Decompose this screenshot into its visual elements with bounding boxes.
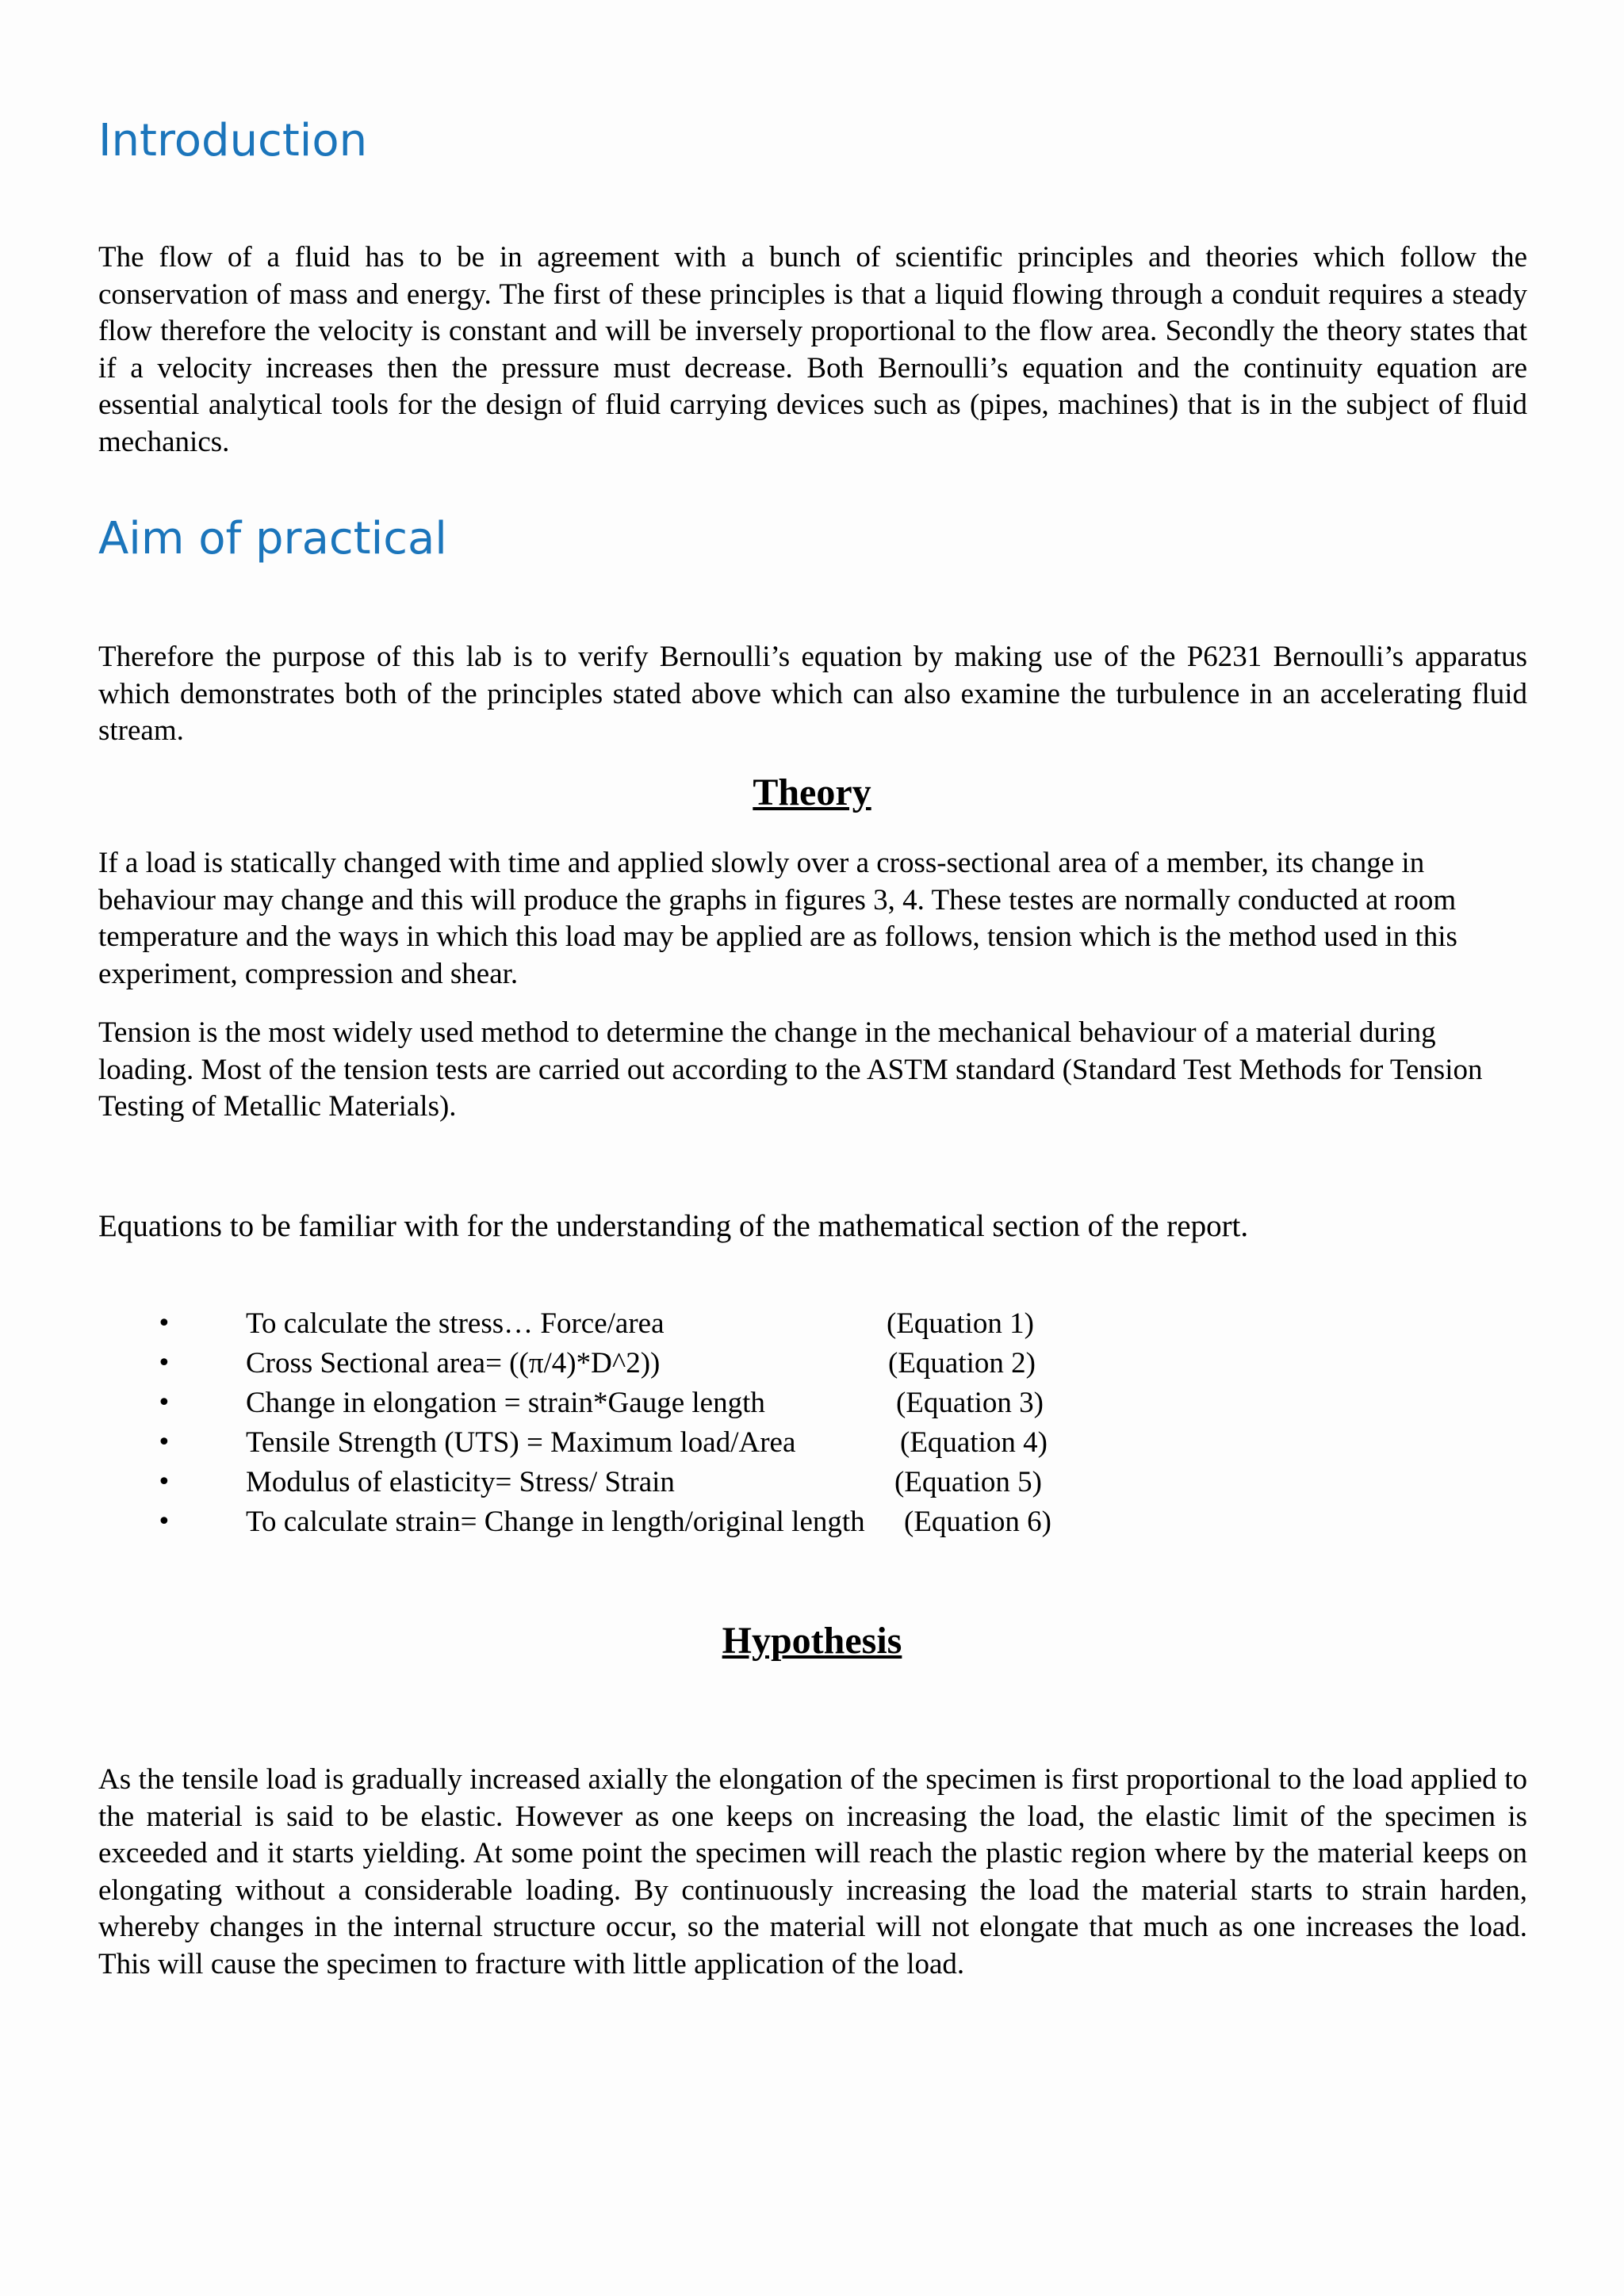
hypothesis-text: As the tensile load is gradually increased axially the elongation of the specimen is first proportional to the load applied to the material is said to be elastic. However as one keeps on increasing the load, the elastic limit of the specimen is exceeded and it starts yielding. At some point the specimen will reach the plastic region where by the material keeps on elongating without a considerable loading. By continuously increasing the load the material starts to strain harden, whereby changes in the internal structure occur, so the material will not elongate that much as one increases the load. This will cause the specimen to fracture with little application of the load. (98, 1763, 1527, 1980)
equation-ref: (Equation 2) (888, 1347, 1036, 1380)
introduction-heading: Introduction (98, 115, 368, 166)
theory-paragraph-2: Tension is the most widely used method to determine the change in the mechanical behaviour of a material during loading. Most of the tension tests are carried out according to the ASTM standard (Standard Test Methods for Tension Testing of Metallic Materials). (98, 1016, 1483, 1123)
aim-text: Therefore the purpose of this lab is to verify Bernoulli’s equation by making use of the P6231 Bernoulli’s apparatus which demonstrates both of the principles stated above which can also examine the turbulence in an accelerating fluid stream. (98, 641, 1527, 747)
equation-text: Modulus of elasticity= Stress/ Strain (246, 1466, 675, 1498)
equation-text: Cross Sectional area= ((π/4)*D^2)) (246, 1347, 661, 1380)
equation-text: Change in elongation = strain*Gauge length (246, 1387, 765, 1419)
equation-ref: (Equation 4) (900, 1426, 1048, 1459)
theory-heading: Theory (753, 771, 871, 813)
equation-ref: (Equation 5) (894, 1466, 1042, 1498)
hypothesis-heading: Hypothesis (722, 1620, 902, 1662)
equations-intro: Equations to be familiar with for the understanding of the mathematical section of the report. (98, 1209, 1249, 1243)
theory-paragraph-1: If a load is statically changed with time and applied slowly over a cross-sectional area of a member, its change in behaviour may change and this will produce the graphs in figures 3, 4. These testes are normally conducted at room temperature and the ways in which this load may be applied are as follows, tension which is the method used in this experiment, compression and shear. (98, 847, 1457, 990)
introduction-text: The flow of a fluid has to be in agreement with a bunch of scientific principles and theories which follow the conservation of mass and energy. The first of these principles is that a liquid flowing through a conduit requires a steady flow therefore the velocity is constant and will be inversely proportional to the flow area. Secondly the theory states that if a velocity increases then the pressure must decrease. Both Bernoulli’s equation and the continuity equation are essential analytical tools for the design of fluid carrying devices such as (pipes, machines) that is in the subject of fluid mechanics. (98, 241, 1527, 458)
equation-text: To calculate strain= Change in length/original length (246, 1506, 865, 1538)
equation-ref: (Equation 3) (896, 1387, 1044, 1419)
equation-ref: (Equation 6) (904, 1506, 1051, 1538)
aim-heading: Aim of practical (98, 513, 447, 564)
equation-ref: (Equation 1) (887, 1307, 1034, 1340)
equation-text: Tensile Strength (UTS) = Maximum load/Area (246, 1426, 796, 1459)
equation-text: To calculate the stress… Force/area (246, 1307, 665, 1340)
